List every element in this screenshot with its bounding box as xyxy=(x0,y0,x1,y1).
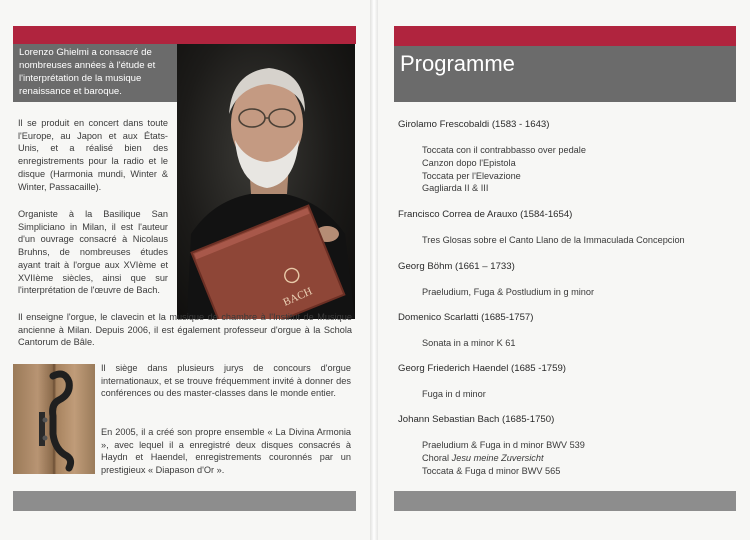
composer-frescobaldi: Girolamo Frescobaldi (1583 - 1643) xyxy=(398,119,550,130)
composer-scarlatti: Domenico Scarlatti (1685-1757) xyxy=(398,312,534,323)
composer-bohm: Georg Böhm (1661 – 1733) xyxy=(398,261,515,272)
page-fold xyxy=(370,0,378,540)
portrait-photo xyxy=(177,44,355,319)
piece-bohm-1: Praeludium, Fuga & Postludium in g minor xyxy=(422,287,595,297)
left-header-bar xyxy=(13,26,356,44)
piece-bach-2 xyxy=(422,452,544,465)
composer-haendel: Georg Friederich Haendel (1685 -1759) xyxy=(398,363,566,374)
piece-frescobaldi-2: Canzon dopo l'Epistola xyxy=(422,158,516,168)
piece-frescobaldi-3: Toccata per l'Elevazione xyxy=(422,171,521,181)
piece-frescobaldi-4: Gagliarda II & III xyxy=(422,183,489,193)
right-header-bar xyxy=(394,26,736,46)
choral-prefix: Choral xyxy=(422,453,452,463)
hinge-icon xyxy=(13,364,95,474)
piece-bach-3: Toccata & Fuga d minor BWV 565 xyxy=(422,466,561,476)
piece-frescobaldi-1: Toccata con il contrabbasso over pedale xyxy=(422,145,586,155)
bio-paragraph-3: Il enseigne l'orgue, le clavecin et la musique de chambre à l'Institut de Musique ancienne à Milan. Depuis 2006, il est également professeur d'orgue à la Schola Cantorum de Bâle. xyxy=(18,312,352,348)
bio-paragraph-5: En 2005, il a créé son propre ensemble « La Divina Armonia », avec lequel il a enregistré deux disques consacrés à Haydn et Haendel, enregistrements couronnés par un prestigieux « Diapason d'Or ». xyxy=(101,427,351,476)
right-footer-bar xyxy=(394,491,736,511)
piece-bach-1: Praeludium & Fuga in d minor BWV 539 xyxy=(422,440,585,450)
left-footer-bar xyxy=(13,491,356,511)
bio-paragraph-1: Il se produit en concert dans toute l'Europe, au Japon et aux États-Unis, et a réalisé bien des enregistrements pour la radio et le disque (Harmonia mundi, Winter & Winter, Passacaille). xyxy=(18,118,168,192)
door-hinge-photo xyxy=(13,364,95,474)
programme-title: Programme xyxy=(394,46,736,102)
intro-text: Lorenzo Ghielmi a consacré de nombreuses années à l'étude et l'interprétation de la musique renaissance et baroque. xyxy=(13,44,177,102)
piece-correa-1: Tres Glosas sobre el Canto Llano de la Immaculada Concepcion xyxy=(422,235,685,245)
composer-bach: Johann Sebastian Bach (1685-1750) xyxy=(398,414,555,425)
bio-paragraph-4: Il siège dans plusieurs jurys de concours d'orgue internationaux, et se trouve fréquemment invité à donner des conférences ou des master-classes dans le monde entier. xyxy=(101,363,351,399)
choral-title: Jesu meine Zuversicht xyxy=(451,453,544,463)
portrait-illustration xyxy=(177,44,355,319)
piece-haendel-1: Fuga in d minor xyxy=(422,389,486,399)
composer-correa: Francisco Correa de Arauxo (1584-1654) xyxy=(398,209,573,220)
piece-scarlatti-1: Sonata in a minor K 61 xyxy=(422,338,516,348)
bio-paragraph-2: Organiste à la Basilique San Simpliciano in Milan, il est l'auteur d'un ouvrage consacré à Nicolaus Bruhns, de nombreuses études ayant trait à l'orgue aux XVIème et XVIIème siècles, ainsi que sur l'interprétation de l'œuvre de Bach. xyxy=(18,209,168,296)
book-label: BACH xyxy=(281,285,315,309)
